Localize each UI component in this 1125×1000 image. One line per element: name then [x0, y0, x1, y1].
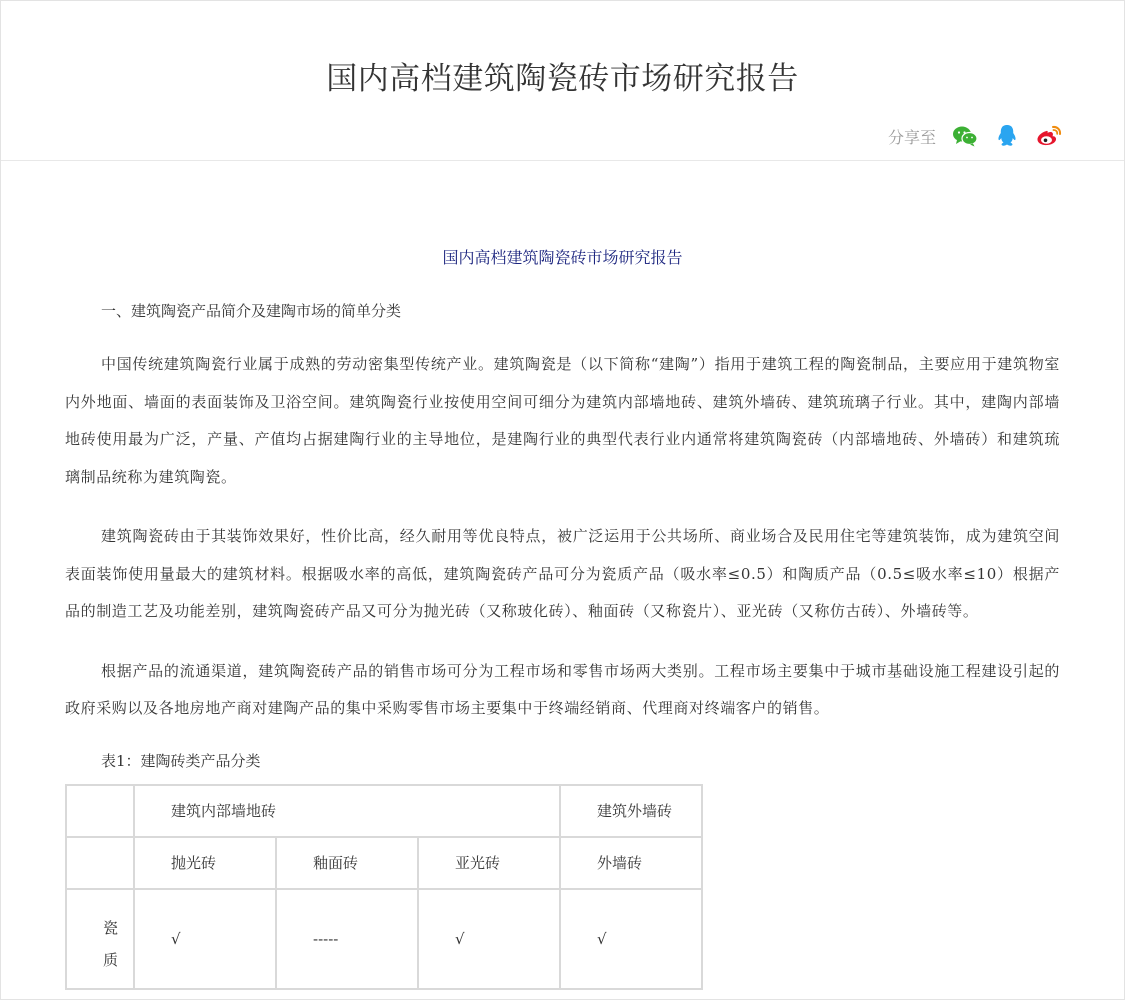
column-header: 亚光砖: [418, 837, 560, 889]
column-header: 外墙砖: [560, 837, 702, 889]
group-header-interior: 建筑内部墙地砖: [134, 785, 560, 837]
qq-icon[interactable]: [994, 123, 1020, 149]
table-cell: √: [560, 889, 702, 989]
table-cell: √: [418, 889, 560, 989]
page-title: 国内高档建筑陶瓷砖市场研究报告: [326, 61, 799, 97]
table-corner-cell: [66, 785, 134, 837]
column-header: 釉面砖: [276, 837, 418, 889]
product-category-table: [65, 784, 703, 990]
article-header: [1, 1, 1124, 161]
group-header-exterior: 建筑外墙砖: [560, 785, 702, 837]
paragraph-2: 建筑陶瓷砖由于其装饰效果好，性价比高，经久耐用等优良特点，被广泛运用于公共场所、商业场合及民用住宅等建筑装饰，成为建筑空间表面装饰使用量最大的建筑材料。根据吸水率的高低，建筑陶瓷砖产品可分为瓷质产品（吸水率≤0.5）和陶质产品（0.5≤吸水率≤10）根据产品的制造工艺及功能差别，建筑陶瓷砖产品又可分为抛光砖（又称玻化砖）、釉面砖（又称瓷片）、亚光砖（又称仿古砖）、外墙砖等。: [65, 527, 1060, 620]
column-header: 抛光砖: [134, 837, 276, 889]
wechat-icon[interactable]: [952, 123, 978, 149]
document-title: 国内高档建筑陶瓷砖市场研究报告: [442, 248, 683, 267]
share-label: 分享至: [887, 127, 936, 147]
section-heading: 一、建筑陶瓷产品简介及建陶市场的简单分类: [101, 302, 402, 320]
table-cell: -----: [276, 889, 418, 989]
row-header-cizhi: [66, 889, 134, 989]
paragraph-1: 中国传统建筑陶瓷行业属于成熟的劳动密集型传统产业。建筑陶瓷是（以下简称“建陶”）指用于建筑工程的陶瓷制品，主要应用于建筑物室内外地面、墙面的表面装饰及卫浴空间。建筑陶瓷行业按使用空间可细分为建筑内部墙地砖、建筑外墙砖、建筑琉璃子行业。其中，建陶内部墙地砖使用最为广泛，产量、产值均占据建陶行业的主导地位，是建陶行业的典型代表行业内通常将建筑陶瓷砖（内部墙地砖、外墙砖）和建筑琉璃制品统称为建筑陶瓷。: [65, 355, 1060, 486]
row-header-char: 瓷: [103, 918, 119, 937]
table-caption: 表1：建陶砖类产品分类: [101, 751, 261, 770]
weibo-icon[interactable]: [1036, 123, 1062, 149]
share-bar: [888, 121, 1062, 151]
article-content: [1, 161, 1124, 990]
table-empty-cell: [66, 837, 134, 889]
row-header-char: 质: [103, 950, 119, 969]
table-cell: √: [134, 889, 276, 989]
paragraph-3: 根据产品的流通渠道，建筑陶瓷砖产品的销售市场可分为工程市场和零售市场两大类别。工程市场主要集中于城市基础设施工程建设引起的政府采购以及各地房地产商对建陶产品的集中采购零售市场主要集中于终端经销商、代理商对终端客户的销售。: [65, 661, 1060, 717]
